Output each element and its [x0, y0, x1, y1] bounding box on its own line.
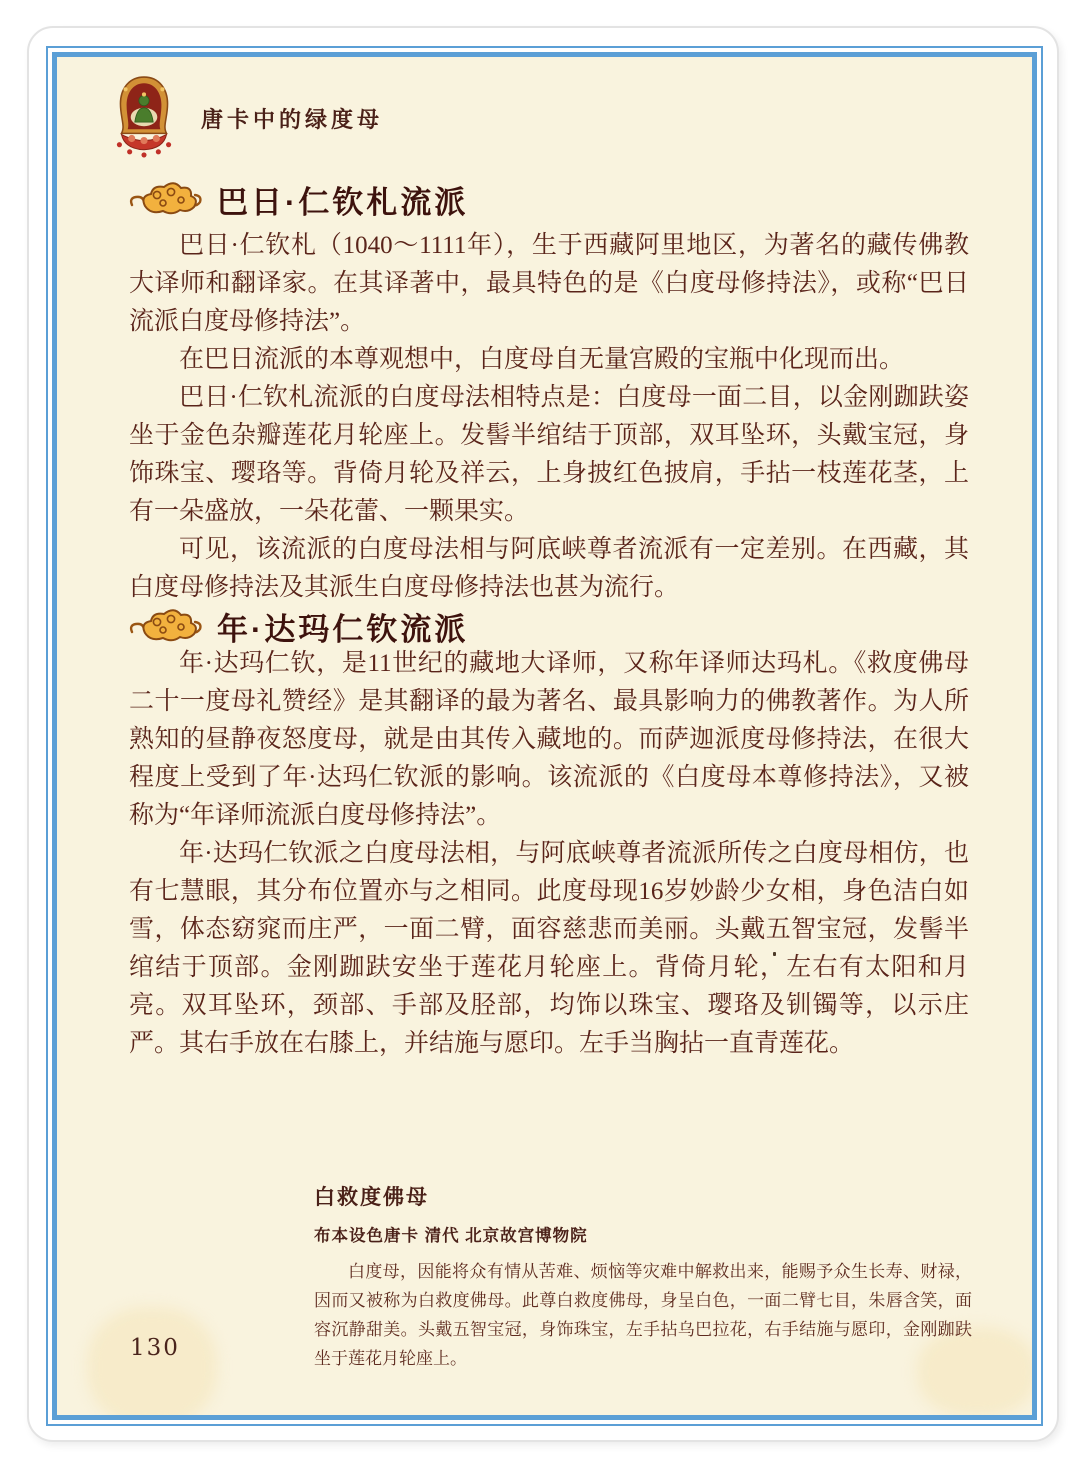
- figure-caption: [314, 1181, 972, 1373]
- caption-title: 白救度佛母: [314, 1186, 429, 1209]
- thangka-deity-icon: [109, 75, 179, 159]
- outer-blue-frame: [46, 46, 1043, 1426]
- paragraph: 年·达玛仁钦派之白度母法相，与阿底峡尊者流派所传之白度母相仿，也有七慧眼，其分布位置亦与之相同。此度母现16岁妙龄少女相，身色洁白如雪，体态窈窕而庄严，一面二臂，面容慈悲而美丽。头戴五智宝冠，发髻半绾结于顶部。金刚跏趺安坐于莲花月轮座上。背倚月轮，左右有太阳和月亮。双耳坠环，颈部、手部及胫部，均饰以珠宝、璎珞及钏镯等，以示庄严。其右手放在右膝上，并结施与愿印。左手当胸拈一直青莲花。: [129, 840, 969, 1057]
- book-page: [27, 26, 1059, 1442]
- section-heading-row: [129, 175, 969, 223]
- paragraph: 可见，该流派的白度母法相与阿底峡尊者流派有一定差别。在西藏，其白度母修持法及其派生白度母修持法也甚为流行。: [129, 536, 969, 601]
- paragraph: 巴日·仁钦札流派的白度母法相特点是：白度母一面二目，以金刚跏趺姿坐于金色杂瓣莲花月轮座上。发髻半绾结于顶部，双耳坠环，头戴宝冠，身饰珠宝、璎珞等。背倚月轮及祥云，上身披红色披肩，手拈一枝莲花茎，上有一朵盛放，一朵花蕾、一颗果实。: [129, 384, 969, 525]
- paragraph: 巴日·仁钦札（1040～1111年），生于西藏阿里地区，为著名的藏传佛教大译师和翻译家。在其译著中，最具特色的是《白度母修持法》，或称“巴日流派白度母修持法”。: [129, 232, 969, 335]
- cloud-ornament-icon: [129, 179, 203, 219]
- inner-blue-frame: [52, 52, 1037, 1420]
- book-title: 唐卡中的绿度母: [201, 106, 384, 132]
- caption-subtitle: 布本设色唐卡 清代 北京故宫博物院: [314, 1227, 588, 1245]
- running-header: [109, 75, 383, 159]
- section-heading-row: [129, 607, 969, 645]
- section-heading: 年·达玛仁钦流派: [217, 611, 469, 647]
- section-heading: 巴日·仁钦札流派: [217, 184, 469, 220]
- page-number: 130: [130, 1335, 180, 1361]
- paragraph: 在巴日流派的本尊观想中，白度母自无量宫殿的宝瓶中化现而出。: [179, 346, 905, 373]
- scan-artifact-patch: [87, 1307, 217, 1420]
- paragraph: 年·达玛仁钦，是11世纪的藏地大译师，又称年译师达玛札。《救度佛母二十一度母礼赞经》是其翻译的最为著名、最具影响力的佛教著作。为人所熟知的昼静夜怒度母，就是由其传入藏地的。而萨迦派度母修持法，在很大程度上受到了年·达玛仁钦派的影响。该流派的《白度母本尊修持法》，又被称为“年译师流派白度母修持法”。: [129, 650, 969, 829]
- cloud-ornament-icon: [129, 606, 203, 646]
- caption-text: 白度母，因能将众有情从苦难、烦恼等灾难中解救出来，能赐予众生长寿、财禄，因而又被称为白救度佛母。此尊白救度佛母，身呈白色，一面二臂七目，朱唇含笑，面容沉静甜美。头戴五智宝冠，身饰珠宝，左手拈乌巴拉花，右手结施与愿印，金刚跏趺坐于莲花月轮座上。: [314, 1262, 972, 1368]
- page-content: [57, 57, 1032, 1415]
- main-text-column: [129, 175, 969, 1063]
